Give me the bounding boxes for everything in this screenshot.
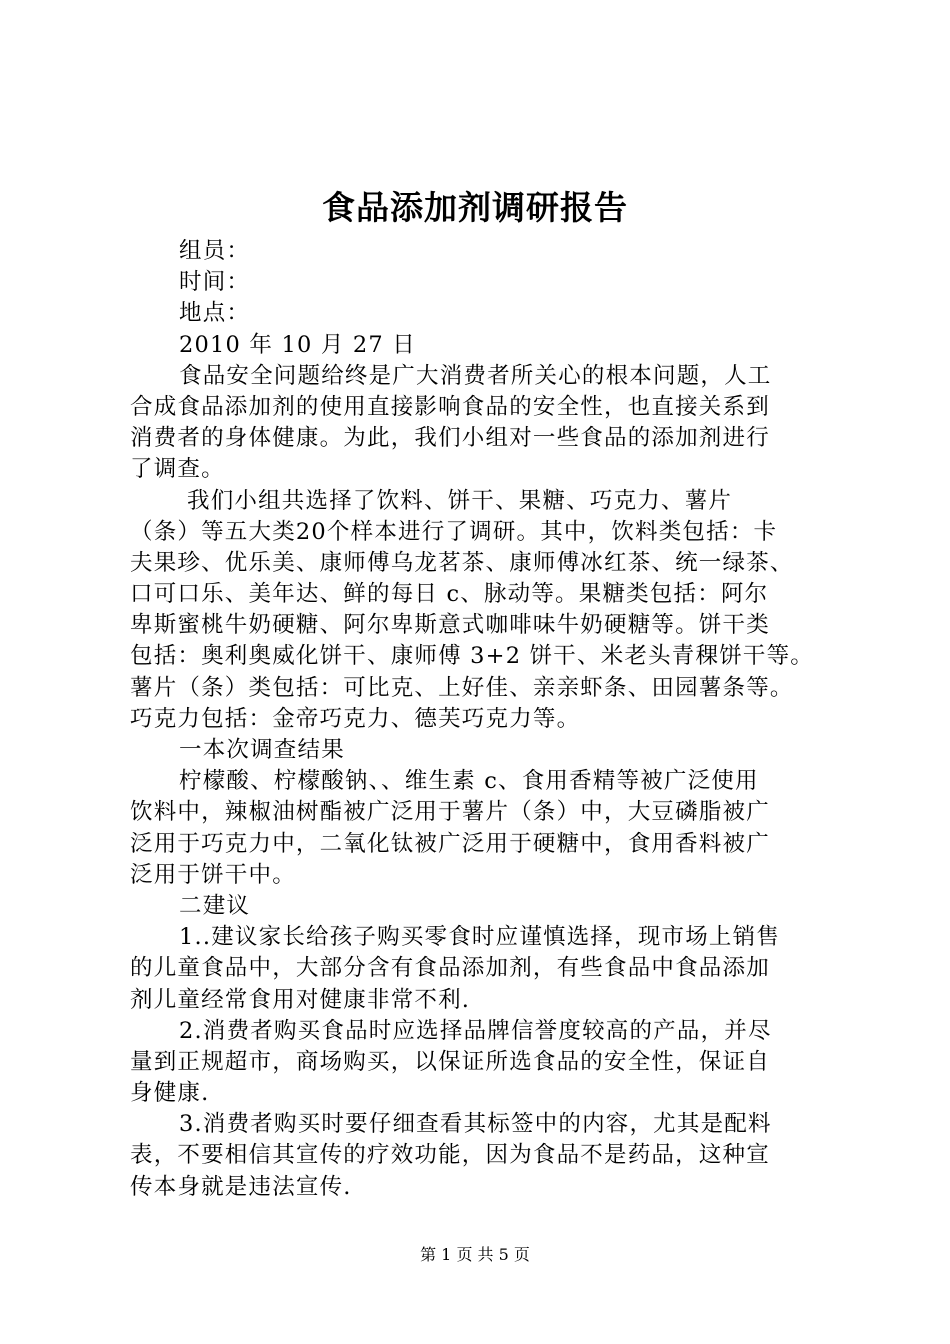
text-line: 剂儿童经常食用对健康非常不利. (130, 986, 471, 1013)
text-line: 薯片（条）类包括：可比克、上好佳、亲亲虾条、田园薯条等。 (130, 674, 794, 701)
text-line: 口可口乐、美年达、鲜的每日 c、脉动等。果糖类包括：阿尔 (130, 581, 769, 608)
text-line: 3.消费者购买时要仔细查看其标签中的内容，尤其是配料 (179, 1111, 772, 1138)
text-line: 的儿童食品中，大部分含有食品添加剂，有些食品中食品添加 (130, 955, 770, 982)
document-title: 食品添加剂调研报告 (322, 188, 628, 227)
text-line: 传本身就是违法宣传. (130, 1173, 352, 1200)
text-line: 泛用于巧克力中，二氧化钛被广泛用于硬糖中，食用香料被广 (130, 830, 770, 857)
text-line: 卑斯蜜桃牛奶硬糖、阿尔卑斯意式咖啡味牛奶硬糖等。饼干类 (130, 612, 770, 639)
text-line: 量到正规超市，商场购买，以保证所选食品的安全性，保证自 (130, 1048, 770, 1075)
text-line: 身健康. (130, 1080, 210, 1107)
text-line: 地点： (179, 300, 251, 327)
text-line: 了调查。 (130, 456, 225, 483)
page-footer: 第 1 页 共 5 页 (420, 1245, 530, 1264)
text-line: 1..建议家长给孩子购买零食时应谨慎选择，现市场上销售 (179, 924, 781, 951)
text-line: 一本次调查结果 (179, 737, 345, 763)
text-line: 表，不要相信其宣传的疗效功能，因为食品不是药品，这种宣 (130, 1142, 770, 1169)
text-line: 时间： (179, 269, 251, 296)
text-line: 2.消费者购买食品时应选择品牌信誉度较高的产品，并尽 (179, 1017, 772, 1044)
text-line: （条）等五大类20个样本进行了调研。其中，饮料类包括：卡 (130, 518, 778, 545)
text-line: 组员： (179, 238, 251, 264)
text-line: 食品安全问题给终是广大消费者所关心的根本问题，人工 (179, 362, 772, 389)
text-line: 柠檬酸、柠檬酸钠、、维生素 c、食用香精等被广泛使用 (179, 768, 759, 795)
document-body (130, 236, 830, 1203)
text-line: 合成食品添加剂的使用直接影响食品的安全性，也直接关系到 (130, 393, 770, 420)
text-line: 巧克力包括：金帝巧克力、德芙巧克力等。 (130, 705, 581, 732)
text-line: 二建议 (179, 892, 251, 919)
text-line: 我们小组共选择了饮料、饼干、果糖、巧克力、薯片 (187, 487, 733, 514)
text-line: 夫果珍、优乐美、康师傅乌龙茗茶、康师傅冰红茶、统一绿茶、 (130, 549, 794, 576)
text-line: 饮料中，辣椒油树酯被广泛用于薯片（条）中，大豆磷脂被广 (130, 799, 770, 826)
text-line: 包括：奥利奥威化饼干、康师傅 3+2 饼干、米老头青稞饼干等。 (130, 643, 814, 670)
text-line: 消费者的身体健康。为此，我们小组对一些食品的添加剂进行 (130, 425, 770, 452)
text-line: 泛用于饼干中。 (130, 861, 296, 888)
text-line: 2010 年 10 月 27 日 (179, 331, 416, 358)
